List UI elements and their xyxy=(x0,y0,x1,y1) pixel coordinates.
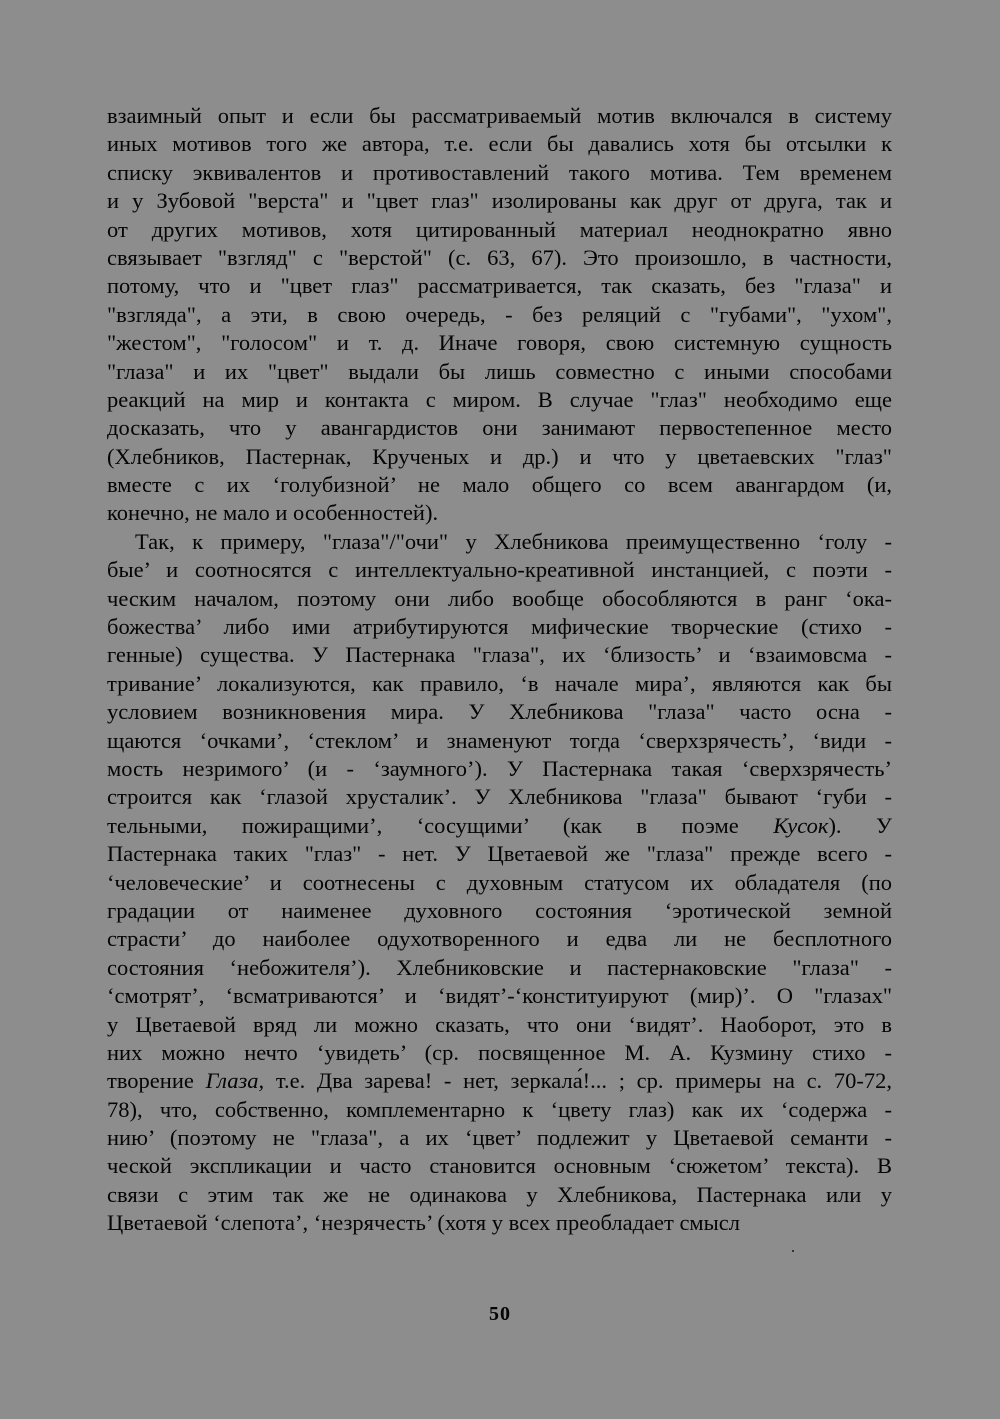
text-line: от других мотивов, хотя цитированный материал неоднократно явно xyxy=(107,216,892,242)
text-line: тельными, пожиращими’, ‘сосущими’ (как в поэме Кусок). У xyxy=(107,812,892,838)
text-line: "жестом", "голосом" и т. д. Иначе говоря, свою системную сущность xyxy=(107,330,892,356)
text-line: связывает "взгляд" с "верстой" (с. 63, 67). Это произошло, в частности, xyxy=(107,244,892,270)
text-line: списку эквивалентов и противоставлений такого мотива. Тем временем xyxy=(107,159,892,185)
text-line: божества’ либо ими атрибутируются мифические творческие (стихо - xyxy=(107,614,892,640)
text-line: тривание’ локализуются, как правило, ‘в начале мира’, являются как бы xyxy=(107,670,892,696)
text-line: Пастернака таких "глаз" - нет. У Цветаевой же "глаза" прежде всего - xyxy=(107,841,892,867)
text-line: 78), что, собственно, комплементарно к ‘цвету глаз) как их ‘содержа - xyxy=(107,1096,892,1122)
text-line: у Цветаевой вряд ли можно сказать, что они ‘видят’. Наоборот, это в xyxy=(107,1011,892,1037)
text-line: (Хлебников, Пастернак, Крученых и др.) и что у цветаевских "глаз" xyxy=(107,443,892,469)
text-line: досказать, что у авангардистов они занимают первостепенное место xyxy=(107,415,892,441)
text-line: строится как ‘глазой хрусталик’. У Хлебникова "глаза" бывают ‘губи - xyxy=(107,784,892,810)
text-line: творение Глаза, т.е. Два зарева! - нет, зеркала́!... ; ср. примеры на с. 70-72, xyxy=(107,1068,892,1094)
text-line: состояния ‘небожителя’). Хлебниковские и пастернаковские "глаза" - xyxy=(107,954,892,980)
text-line: мость незримого’ (и - ‘заумного’). У Пастернака такая ‘сверхзрячесть’ xyxy=(107,755,892,781)
text-line: градации от наименее духовного состояния ‘эротической земной xyxy=(107,897,892,923)
text-line: "глаза" и их "цвет" выдали бы лишь совместно с иными способами xyxy=(107,358,892,384)
paragraph xyxy=(107,102,892,528)
page-number: 50 xyxy=(489,1303,511,1325)
text-line: связи с этим так же не одинакова у Хлебникова, Пастернака или у xyxy=(107,1181,892,1207)
text-line: взаимный опыт и если бы рассматриваемый мотив включался в систему xyxy=(107,103,892,128)
text-line: условием возникновения мира. У Хлебникова "глаза" часто осна - xyxy=(107,699,892,725)
text-line: потому, что и "цвет глаз" рассматривается, так сказать, без "глаза" и xyxy=(107,273,892,299)
text-line: щаются ‘очками’, ‘стеклом’ и знаменуют тогда ‘сверхзрячесть’, ‘види - xyxy=(107,727,892,753)
text-line: конечно, не мало и особенностей). xyxy=(107,500,439,526)
text-line: вместе с их ‘голубизной’ не мало общего со всем авангардом (и, xyxy=(107,472,892,498)
paragraph xyxy=(107,528,892,1238)
text-line: ‘человеческие’ и соотнесены с духовным статусом их обладателя (по xyxy=(107,869,892,895)
body-text xyxy=(107,102,892,1238)
text-line: реакций на мир и контакта с миром. В случае "глаз" необходимо еще xyxy=(107,386,892,412)
text-line: генные) существа. У Пастернака "глаза", их ‘близость’ и ‘взаимовсма - xyxy=(107,642,892,668)
text-line: нию’ (поэтому не "глаза", а их ‘цвет’ подлежит у Цветаевой семанти - xyxy=(107,1125,892,1151)
text-line: Так, к примеру, "глаза"/"очи" у Хлебникова преимущественно ‘голу - xyxy=(135,528,892,554)
text-line: Цветаевой ‘слепота’, ‘незрячесть’ (хотя у всех преобладает смысл xyxy=(107,1210,740,1236)
text-line: и у Зубовой "верста" и "цвет глаз" изолированы как друг от друга, так и xyxy=(107,188,892,214)
text-line: иных мотивов того же автора, т.е. если бы давались хотя бы отсылки к xyxy=(107,131,892,157)
text-line: страсти’ до наиболее одухотворенного и едва ли не бесплотного xyxy=(107,926,892,952)
scan-speck xyxy=(792,1250,794,1252)
text-line: "взгляда", а эти, в свою очередь, - без реляций с "губами", "ухом", xyxy=(107,301,892,327)
text-line: них можно нечто ‘увидеть’ (ср. посвященное М. А. Кузмину стихо - xyxy=(107,1039,892,1065)
text-line: бые’ и соотносятся с интеллектуально-креативной инстанцией, с поэти - xyxy=(107,557,892,583)
text-line: ‘смотрят’, ‘всматриваются’ и ‘видят’-‘конституируют (мир)’. О "глазах" xyxy=(107,983,892,1009)
text-line: ческим началом, поэтому они либо вообще обособляются в ранг ‘ока- xyxy=(107,585,892,611)
text-line: ческой экспликации и часто становится основным ‘сюжетом’ текста). В xyxy=(107,1153,892,1179)
